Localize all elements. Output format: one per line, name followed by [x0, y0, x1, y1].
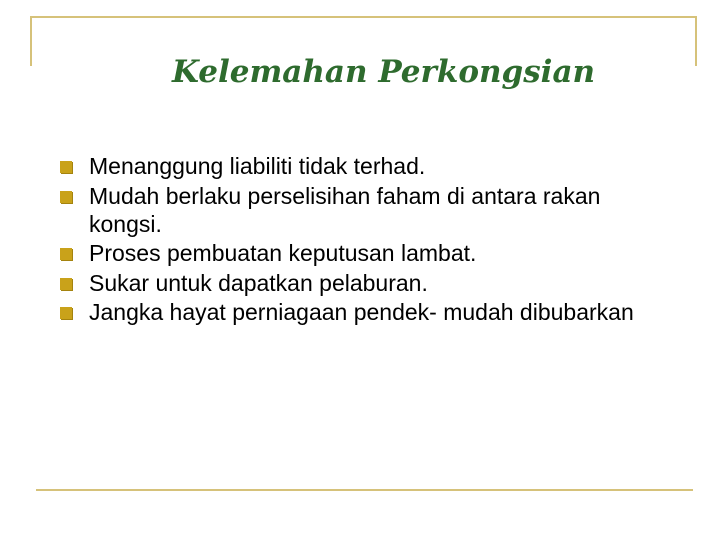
- square-bullet-icon: [60, 248, 72, 260]
- left-border-rule: [30, 16, 32, 66]
- bottom-border-rule: [36, 489, 693, 491]
- bullet-text: Jangka hayat perniagaan pendek- mudah dibubarkan: [89, 299, 634, 325]
- bullet-list: [60, 152, 660, 328]
- bullet-item: [60, 269, 660, 297]
- bullet-item: [60, 298, 660, 326]
- bullet-text: Sukar untuk dapatkan pelaburan.: [89, 269, 428, 296]
- bullet-text: Proses pembuatan keputusan lambat.: [89, 240, 477, 266]
- right-border-rule: [695, 16, 697, 66]
- bullet-item: [60, 152, 660, 180]
- bullet-item: [60, 239, 660, 267]
- top-border-rule: [30, 16, 697, 18]
- square-bullet-icon: [60, 161, 72, 173]
- square-bullet-icon: [60, 191, 72, 203]
- bullet-text: Menanggung liabiliti tidak terhad.: [89, 153, 426, 179]
- square-bullet-icon: [60, 278, 72, 290]
- square-bullet-icon: [60, 307, 72, 319]
- bullet-text: Mudah berlaku perselisihan faham di antara rakan kongsi.: [89, 182, 601, 237]
- slide-title: Kelemahan Perkongsian: [172, 54, 596, 90]
- bullet-item: [60, 182, 660, 238]
